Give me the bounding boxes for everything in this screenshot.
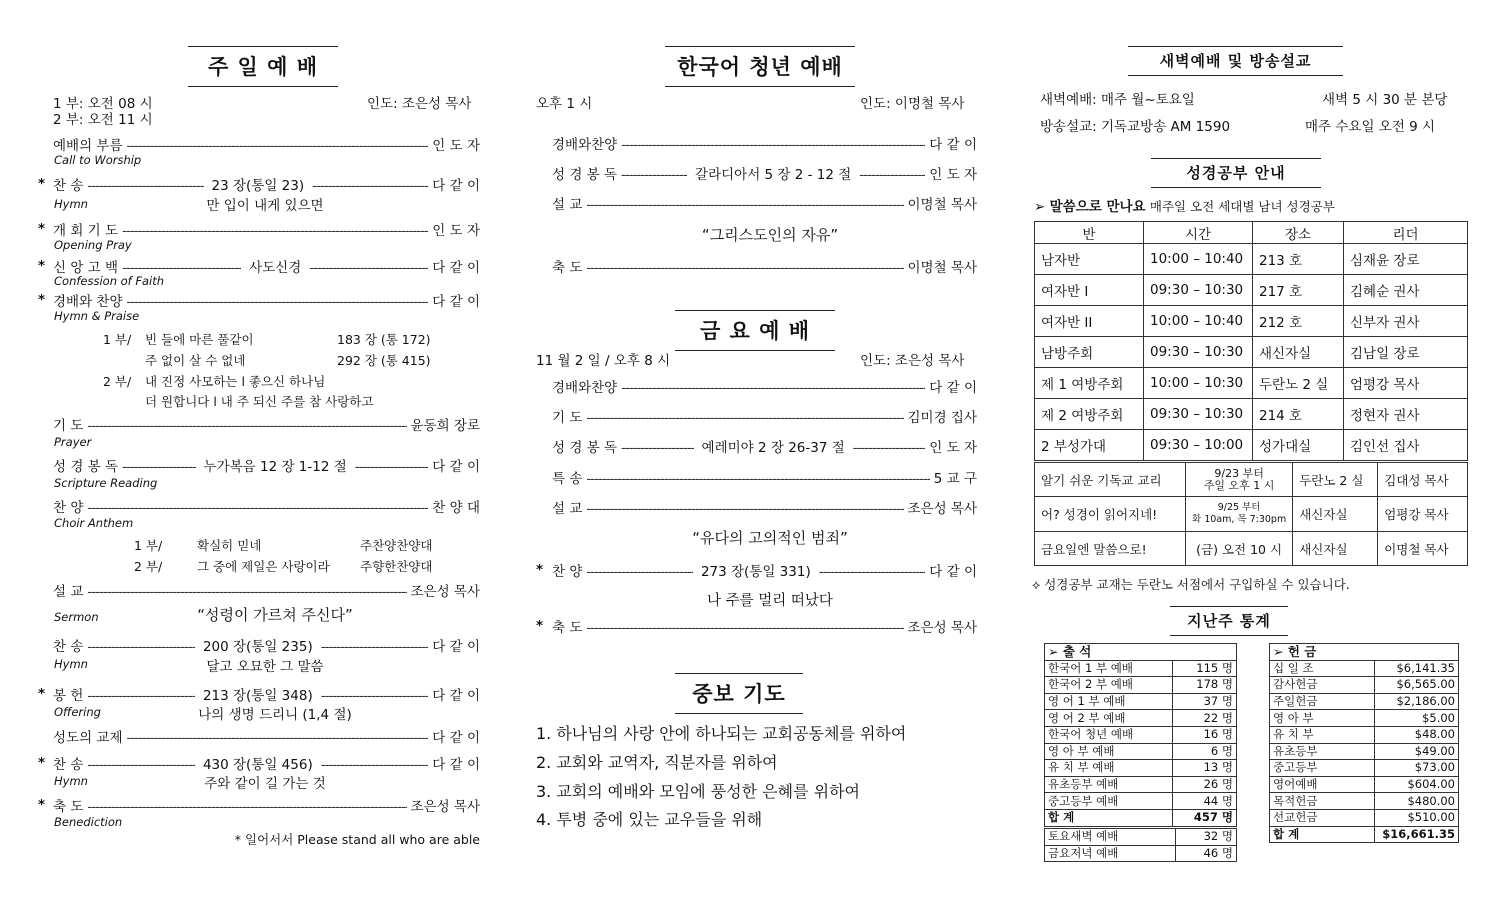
study-time-start: 9/23 부터: [1214, 466, 1264, 480]
praise-song: 더 원합니다 l 내 주 되신 주를 참 사랑하고: [145, 394, 374, 409]
order-leader: 다 같 이: [432, 757, 480, 773]
order-row: [53, 753, 480, 773]
study-name: 금요일엔 말씀으로!: [1035, 532, 1186, 566]
offering-label: 선교헌금: [1270, 809, 1375, 826]
order-label: 설 교: [552, 501, 583, 517]
offering-label: 주일헌금: [1270, 693, 1375, 710]
offering-label: 유 치 부: [1270, 726, 1375, 743]
order-leader: 조은성 목사: [907, 620, 977, 636]
table-row: [1035, 399, 1468, 430]
stand-note: * 일어서서 Please stand all who are able: [234, 832, 480, 847]
class-place: 212 호: [1253, 306, 1344, 337]
friday-title: 금 요 예 배: [675, 310, 835, 351]
prayer-item: 3. 교회의 예배와 모임에 풍성한 은혜를 위하여: [536, 782, 860, 801]
order-label: 찬 양: [552, 564, 583, 580]
order-row: [552, 406, 977, 426]
attendance-table: [1044, 643, 1237, 827]
class-name: 제 1 여방주회: [1035, 368, 1144, 399]
offering-amount: $604.00: [1375, 776, 1459, 793]
praise-number: 183 장 (통 172): [337, 332, 431, 347]
sunday-time-2: 2 부: 오전 11 시: [53, 112, 153, 128]
praise-song: 빈 들에 마른 풀같이: [145, 332, 254, 347]
hymn-title: 나의 생명 드리니 (1,4 절): [198, 707, 352, 723]
offering-amount: $49.00: [1375, 743, 1459, 760]
youth-time: 오후 1 시: [536, 96, 593, 112]
intercession-title: 중보 기도: [675, 673, 803, 714]
order-english: Confession of Faith: [54, 274, 165, 288]
order-english: Hymn: [54, 774, 88, 788]
table-row: [1045, 693, 1237, 710]
broadcast-time: 매주 수요일 오전 9 시: [1305, 119, 1436, 135]
friday-leader: 인도: 조은성 목사: [860, 353, 965, 369]
order-row: [53, 726, 480, 746]
praise-song: 내 진정 사모하는 l 좋으신 하나님: [145, 374, 326, 389]
order-leader: 이명철 목사: [907, 260, 977, 276]
youth-sermon-title: “그리스도인의 자유”: [701, 226, 839, 244]
attendance-count: 16 명: [1172, 726, 1236, 743]
choir-part: 2 부/: [134, 559, 163, 574]
order-row: [552, 163, 977, 183]
sunday-title: 주 일 예 배: [188, 46, 338, 87]
attendance-count: 6 명: [1172, 743, 1236, 760]
offering-total-row: [1270, 826, 1459, 843]
offering-total: $16,661.35: [1375, 826, 1459, 843]
class-name: 2 부성가대: [1035, 430, 1144, 461]
order-row: [53, 174, 480, 194]
order-leader: 다 같 이: [432, 178, 481, 194]
sunday-column: [0, 0, 500, 906]
attendance-count: 26 명: [1172, 776, 1236, 793]
class-time: 09:30 – 10:00: [1144, 430, 1253, 461]
study-time: [1186, 463, 1293, 497]
study-leader: 김대성 목사: [1378, 463, 1468, 497]
study-place: 두란노 2 실: [1293, 463, 1378, 497]
stand-mark: *: [38, 797, 46, 813]
table-row: [1035, 244, 1468, 275]
class-time: 09:30 – 10:30: [1144, 275, 1253, 306]
stand-mark: *: [38, 221, 46, 237]
offering-amount: $73.00: [1375, 760, 1459, 777]
table-row: [1270, 760, 1459, 777]
order-leader: 다 같 이: [432, 730, 480, 746]
order-label: 설 교: [53, 584, 84, 600]
order-label: 설 교: [552, 197, 583, 213]
order-leader: 다 같 이: [432, 639, 480, 655]
attendance-count: 22 명: [1172, 710, 1236, 727]
order-label: 축 도: [53, 799, 84, 815]
class-leader: 심재윤 장로: [1344, 244, 1468, 275]
middle-column: [520, 0, 1000, 906]
order-label: 특 송: [552, 471, 583, 487]
stand-mark: *: [38, 176, 46, 192]
study-time-detail: 주일 오후 1 시: [1203, 478, 1275, 492]
order-leader: 인 도 자: [432, 138, 480, 154]
table-row: [1270, 743, 1459, 760]
class-time: 09:30 – 10:30: [1144, 337, 1253, 368]
table-row: [1270, 726, 1459, 743]
order-label: 찬 송: [53, 757, 84, 773]
order-label: 기 도: [552, 410, 583, 426]
table-row: [1270, 710, 1459, 727]
order-leader: 김미경 집사: [907, 410, 977, 426]
table-row: [1270, 660, 1459, 677]
order-row: [53, 134, 480, 154]
order-row: [552, 133, 977, 153]
stand-mark: *: [536, 618, 544, 634]
attendance-label: 금요저녁 예배: [1045, 845, 1176, 862]
order-row: [552, 376, 977, 396]
order-detail: 200 장(통일 235): [202, 639, 313, 655]
praise-part: 2 부/: [103, 374, 132, 389]
offering-amount: $480.00: [1375, 793, 1459, 810]
attendance-count: 46 명: [1175, 845, 1236, 862]
offering-label: 감사헌금: [1270, 677, 1375, 694]
attendance-count: 178 명: [1172, 677, 1236, 694]
order-row: [53, 795, 480, 815]
class-name: 남방주회: [1035, 337, 1144, 368]
study-time-detail: 화 10am, 목 7:30pm: [1192, 514, 1287, 525]
class-leader: 김인선 집사: [1344, 430, 1468, 461]
attendance-label: 한국어 2 부 예배: [1045, 677, 1173, 694]
offering-label: 유초등부: [1270, 743, 1375, 760]
order-label: 찬 송: [53, 639, 84, 655]
offering-label: 중고등부: [1270, 760, 1375, 777]
column-header: 리더: [1344, 222, 1468, 244]
choir-name: 주향한찬양대: [360, 559, 433, 574]
stand-mark: *: [38, 755, 46, 771]
order-label: 신 앙 고 백: [53, 260, 119, 276]
broadcast-info: 방송설교: 기독교방송 AM 1590: [1040, 119, 1231, 135]
order-label: 경배와찬양: [552, 380, 618, 396]
order-english: Opening Pray: [54, 238, 132, 252]
attendance-label: 한국어 청년 예배: [1045, 726, 1173, 743]
table-row: [1035, 463, 1468, 497]
dawn-title: 새벽예배 및 방송설교: [1128, 46, 1343, 76]
attendance-label: 토요새벽 예배: [1045, 829, 1176, 846]
offering-table: [1269, 643, 1459, 843]
class-leader: 김혜순 권사: [1344, 275, 1468, 306]
order-label: 축 도: [552, 620, 583, 636]
choir-song: 확실히 믿네: [197, 538, 262, 553]
class-time: 09:30 – 10:30: [1144, 399, 1253, 430]
choir-part: 1 부/: [134, 538, 163, 553]
order-detail: 213 장(통일 348): [202, 688, 313, 704]
attendance-count: 32 명: [1175, 829, 1236, 846]
attendance-count: 37 명: [1172, 693, 1236, 710]
prayer-item: 1. 하나님의 사랑 안에 하나되는 교회공동체를 위하여: [536, 724, 907, 743]
table-row: [1045, 793, 1237, 810]
friday-sermon-title: “유다의 고의적인 범죄”: [692, 529, 848, 547]
order-row: [552, 436, 977, 456]
order-label: 찬 송: [53, 178, 84, 194]
study-place: 새신자실: [1293, 497, 1378, 532]
stand-mark: *: [38, 258, 46, 274]
order-leader: 다 같 이: [929, 564, 977, 580]
prayer-item: 4. 투병 중에 있는 교우들을 위해: [536, 810, 763, 829]
column-header: 시간: [1144, 222, 1253, 244]
order-detail: 갈라디아서 5 장 2 - 12 절: [695, 167, 852, 183]
class-name: 제 2 여방주회: [1035, 399, 1144, 430]
class-name: 여자반 II: [1035, 306, 1144, 337]
class-leader: 정현자 권사: [1344, 399, 1468, 430]
order-english: Prayer: [54, 435, 92, 449]
class-time: 10:00 – 10:40: [1144, 306, 1253, 337]
dawn-time: 새벽 5 시 30 분 본당: [1322, 92, 1448, 108]
order-english: Hymn: [54, 657, 88, 671]
order-leader: 조은성 목사: [410, 799, 480, 815]
attendance-total-row: [1045, 809, 1237, 826]
study-leader: 이명철 목사: [1378, 532, 1468, 566]
order-leader: 다 같 이: [432, 459, 480, 475]
choir-name: 주찬양찬양대: [360, 538, 433, 553]
table-row: [1035, 430, 1468, 461]
youth-leader: 인도: 이명철 목사: [860, 96, 965, 112]
table-row: [1270, 809, 1459, 826]
order-leader: 조은성 목사: [410, 584, 480, 600]
order-leader: 다 같 이: [929, 137, 977, 153]
friday-hymn-title: 나 주를 멀리 떠났다: [707, 593, 833, 609]
table-row: [1035, 497, 1468, 532]
offering-header: [1270, 644, 1459, 661]
study-leader: 엄평강 목사: [1378, 497, 1468, 532]
order-leader: 다 같 이: [929, 380, 977, 396]
extra-study-table: [1034, 462, 1468, 566]
order-row: [552, 560, 977, 580]
order-leader: 조은성 목사: [907, 501, 977, 517]
table-row: [1035, 275, 1468, 306]
study-time-start: 9/25 부터: [1217, 502, 1261, 513]
study-name: 알기 쉬운 기독교 교리: [1035, 463, 1186, 497]
order-row: [53, 496, 480, 516]
order-leader: 이명철 목사: [907, 197, 977, 213]
attendance-total-label: 합 계: [1045, 809, 1173, 826]
attendance-label: 유 치 부 예배: [1045, 760, 1173, 777]
bible-study-table: [1034, 221, 1468, 461]
table-row: [1035, 532, 1468, 566]
order-row: [53, 455, 480, 475]
hymn-title: 주와 같이 길 가는 것: [204, 776, 326, 792]
order-row: [552, 467, 977, 487]
order-leader: 다 같 이: [432, 260, 480, 276]
stand-mark: *: [536, 562, 544, 578]
order-row: [53, 580, 480, 600]
table-row: [1045, 743, 1237, 760]
table-row: [1270, 693, 1459, 710]
class-place: 새신자실: [1253, 337, 1344, 368]
offering-total-label: 합 계: [1270, 826, 1375, 843]
order-leader: 윤동희 장로: [410, 418, 480, 434]
table-row: [1045, 829, 1237, 846]
table-row: [1045, 660, 1237, 677]
offering-label: 영 아 부: [1270, 710, 1375, 727]
attendance-label: 중고등부 예배: [1045, 793, 1173, 810]
attendance-count: 44 명: [1172, 793, 1236, 810]
order-row: [552, 497, 977, 517]
attendance-count: 13 명: [1172, 760, 1236, 777]
class-place: 두란노 2 실: [1253, 368, 1344, 399]
attendance-label: 영 어 1 부 예배: [1045, 693, 1173, 710]
offering-amount: $6,141.35: [1375, 660, 1459, 677]
order-row: [53, 414, 480, 434]
offering-amount: $48.00: [1375, 726, 1459, 743]
order-english: Call to Worship: [54, 153, 142, 167]
order-leader: 인 도 자: [929, 167, 977, 183]
offering-amount: $5.00: [1375, 710, 1459, 727]
order-leader: 찬 양 대: [432, 500, 480, 516]
order-label: 성 경 봉 독: [552, 440, 618, 456]
order-detail: 273 장(통일 331): [700, 564, 811, 580]
order-label: 성 경 봉 독: [53, 459, 119, 475]
class-leader: 신부자 권사: [1344, 306, 1468, 337]
order-detail: 누가복음 12 장 1-12 절: [203, 459, 347, 475]
praise-part: 1 부/: [103, 332, 132, 347]
study-time: (금) 오전 10 시: [1186, 532, 1293, 566]
class-place: 213 호: [1253, 244, 1344, 275]
column-header: 반: [1035, 222, 1144, 244]
class-leader: 엄평강 목사: [1344, 368, 1468, 399]
hymn-title: 달고 오묘한 그 말씀: [206, 659, 324, 675]
order-english: Scripture Reading: [54, 476, 158, 490]
stand-mark: *: [38, 686, 46, 702]
offering-label: 십 일 조: [1270, 660, 1375, 677]
class-time: 10:00 – 10:40: [1144, 244, 1253, 275]
order-row: [552, 193, 977, 213]
order-row: [53, 290, 480, 310]
table-row: [1045, 710, 1237, 727]
table-header-row: [1035, 222, 1468, 244]
order-english: Benediction: [54, 815, 123, 829]
order-label: 성도의 교제: [53, 730, 123, 746]
offering-amount: $510.00: [1375, 809, 1459, 826]
order-row: [552, 616, 977, 636]
order-label: 예배의 부름: [53, 138, 123, 154]
table-row: [1045, 845, 1237, 862]
order-label: 기 도: [53, 418, 84, 434]
order-row: [53, 635, 480, 655]
offering-label: 영어예배: [1270, 776, 1375, 793]
order-detail: 사도신경: [249, 260, 302, 276]
table-row: [1045, 760, 1237, 777]
order-leader: 인 도 자: [929, 440, 977, 456]
order-row: [53, 256, 480, 276]
order-detail: 예레미야 2 장 26-37 절: [701, 440, 845, 456]
table-row: [1045, 677, 1237, 694]
study-place: 새신자실: [1293, 532, 1378, 566]
youth-title: 한국어 청년 예배: [665, 46, 855, 87]
arrow-icon: ➢: [1034, 199, 1046, 215]
stats-title: 지난주 통계: [1170, 606, 1288, 636]
offering-title: ➢ 헌 금: [1270, 644, 1459, 661]
order-label: 경배와 찬양: [53, 294, 123, 310]
order-leader: 인 도 자: [432, 223, 480, 239]
order-detail: 23 장(통일 23): [211, 178, 305, 194]
bible-study-intro: [1034, 195, 1335, 215]
bible-study-note: ⟡ 성경공부 교재는 두란노 서점에서 구입하실 수 있습니다.: [1032, 577, 1350, 592]
attendance-label: 영 아 부 예배: [1045, 743, 1173, 760]
sermon-title: “성령이 가르쳐 주신다”: [197, 606, 353, 624]
attendance-total: 457 명: [1172, 809, 1236, 826]
sunday-leader: 인도: 조은성 목사: [367, 96, 472, 112]
table-row: [1045, 726, 1237, 743]
class-place: 214 호: [1253, 399, 1344, 430]
intro-bold: 말씀으로 만나요: [1049, 199, 1146, 215]
bible-study-title: 성경공부 안내: [1151, 158, 1321, 188]
attendance-label: 한국어 1 부 예배: [1045, 660, 1173, 677]
table-row: [1270, 793, 1459, 810]
order-row: [552, 256, 977, 276]
prayer-item: 2. 교회와 교역자, 직분자를 위하여: [536, 753, 778, 772]
study-time: [1186, 497, 1293, 532]
attendance-header: [1045, 644, 1237, 661]
table-row: [1035, 368, 1468, 399]
attendance-title: ➢ 출 석: [1045, 644, 1237, 661]
order-row: [53, 219, 480, 239]
order-english: Hymn: [54, 197, 88, 211]
offering-amount: $2,186.00: [1375, 693, 1459, 710]
column-header: 장소: [1253, 222, 1344, 244]
praise-song: 주 없이 살 수 없네: [145, 353, 246, 368]
attendance-count: 115 명: [1172, 660, 1236, 677]
friday-time: 11 월 2 일 / 오후 8 시: [536, 353, 671, 369]
order-detail: 430 장(통일 456): [202, 757, 313, 773]
study-name: 어? 성경이 읽어지네!: [1035, 497, 1186, 532]
attendance-label: 유초등부 예배: [1045, 776, 1173, 793]
order-english: Sermon: [54, 610, 99, 624]
hymn-title: 만 입이 내게 있으면: [206, 198, 324, 214]
order-label: 경배와찬양: [552, 137, 618, 153]
table-row: [1035, 337, 1468, 368]
order-leader: 다 같 이: [432, 688, 480, 704]
dawn-service: 새벽예배: 매주 월~토요일: [1040, 92, 1195, 108]
order-label: 축 도: [552, 260, 583, 276]
order-english: Choir Anthem: [54, 516, 134, 530]
order-leader: 다 같 이: [432, 294, 480, 310]
order-english: Hymn & Praise: [54, 309, 140, 323]
attendance-label: 영 어 2 부 예배: [1045, 710, 1173, 727]
table-row: [1270, 776, 1459, 793]
class-name: 남자반: [1035, 244, 1144, 275]
order-label: 개 회 기 도: [53, 223, 119, 239]
order-row: [53, 684, 480, 704]
stand-mark: *: [38, 292, 46, 308]
weekday-attendance-table: [1044, 828, 1237, 862]
order-label: 찬 양: [53, 500, 84, 516]
order-english: Offering: [54, 705, 101, 719]
offering-amount: $6,565.00: [1375, 677, 1459, 694]
class-leader: 김남일 장로: [1344, 337, 1468, 368]
order-label: 성 경 봉 독: [552, 167, 618, 183]
choir-song: 그 중에 제일은 사랑이라: [197, 559, 330, 574]
table-row: [1270, 677, 1459, 694]
class-time: 10:00 – 10:30: [1144, 368, 1253, 399]
table-row: [1035, 306, 1468, 337]
class-place: 217 호: [1253, 275, 1344, 306]
sunday-time-1: 1 부: 오전 08 시: [53, 96, 153, 112]
class-place: 성가대실: [1253, 430, 1344, 461]
praise-number: 292 장 (통 415): [337, 353, 431, 368]
intro-text: 매주일 오전 세대별 남녀 성경공부: [1149, 199, 1335, 214]
right-column: [1020, 0, 1502, 906]
class-name: 여자반 I: [1035, 275, 1144, 306]
table-row: [1045, 776, 1237, 793]
offering-label: 목적헌금: [1270, 793, 1375, 810]
order-leader: 5 교 구: [933, 471, 977, 487]
order-label: 봉 헌: [53, 688, 84, 704]
